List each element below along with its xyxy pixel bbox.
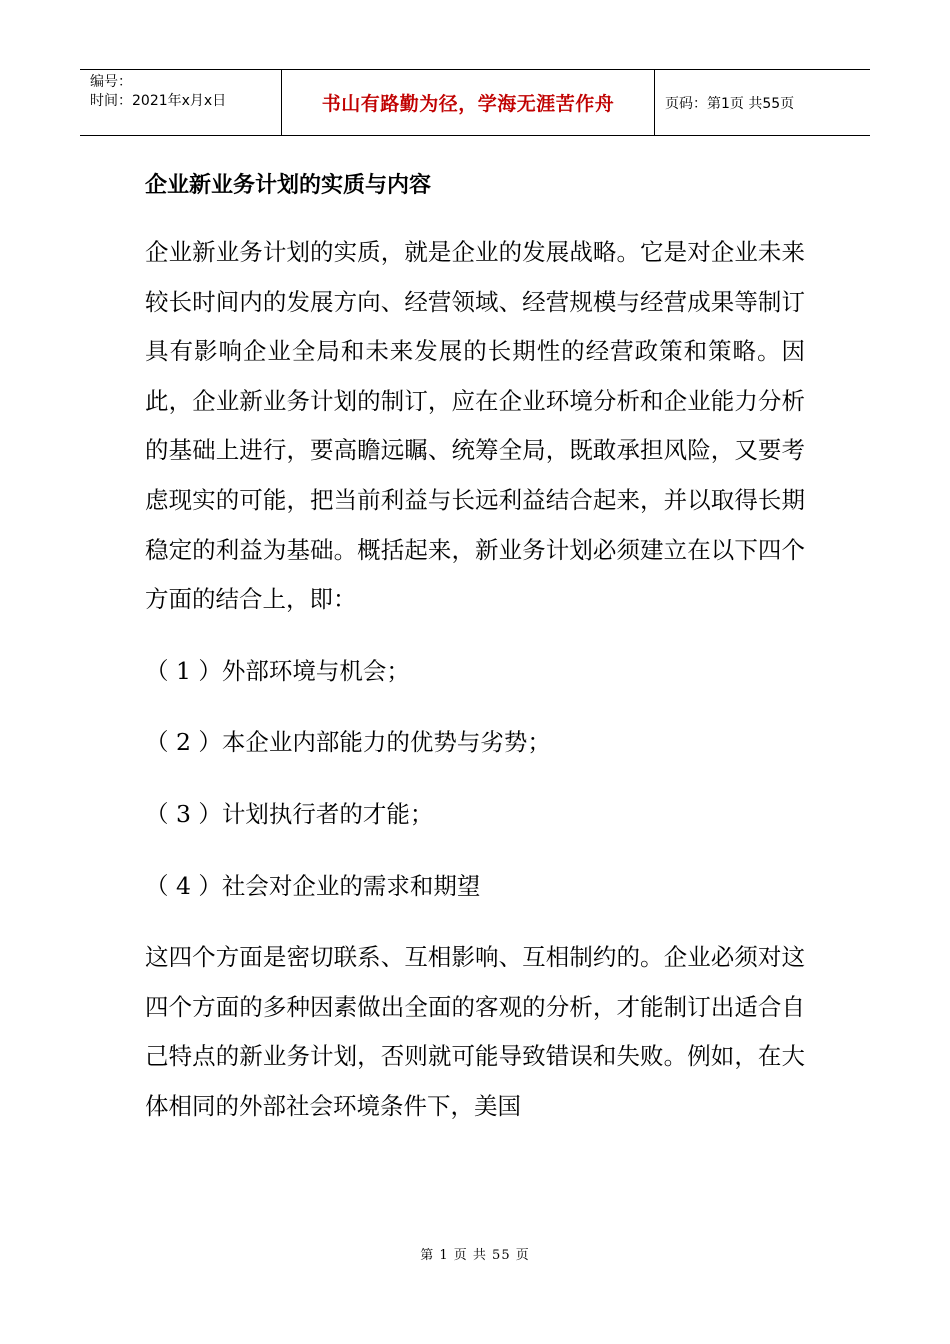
list-item: （ 3 ）计划执行者的才能；: [145, 799, 434, 828]
header-divider: [654, 70, 655, 135]
header-motto: 书山有路勤为径，学海无涯苦作舟: [321, 93, 615, 115]
list-item: （ 4 ）社会对企业的需求和期望: [145, 871, 481, 900]
header-code-label: 编号：: [90, 74, 132, 90]
body-paragraph: 这四个方面是密切联系、互相影响、互相制约的。企业必须对这四个方面的多种因素做出全面的客观的分析，才能制订出适合自己特点的新业务计划，否则就可能导致错误和失败。例如，在大体相同的外部社会环境条件下，美国: [145, 943, 805, 1120]
document-body: [145, 164, 805, 1154]
body-paragraph: 企业新业务计划的实质，就是企业的发展战略。它是对企业未来较长时间内的发展方向、经营领域、经营规模与经营成果等制订具有影响企业全局和未来发展的长期性的经营政策和策略。因此，企业新业务计划的制订，应在企业环境分析和企业能力分析的基础上进行，要高瞻远瞩、统筹全局，既敢承担风险，又要考虑现实的可能，把当前利益与长远利益结合起来，并以取得长期稳定的利益为基础。概括起来，新业务计划必须建立在以下四个方面的结合上，即：: [145, 238, 805, 614]
document-title: 企业新业务计划的实质与内容: [145, 173, 432, 198]
list-item: （ 1 ）外部环境与机会；: [145, 656, 410, 685]
header-page-info: 页码：第1页 共55页: [665, 95, 795, 112]
list-item: （ 2 ）本企业内部能力的优势与劣势；: [145, 728, 551, 757]
page-footer: 第 1 页 共 55 页: [420, 1248, 530, 1263]
header-meta: [80, 70, 281, 135]
document-header: [80, 69, 870, 136]
header-date-label: 时间：2021年x月x日: [90, 93, 227, 109]
